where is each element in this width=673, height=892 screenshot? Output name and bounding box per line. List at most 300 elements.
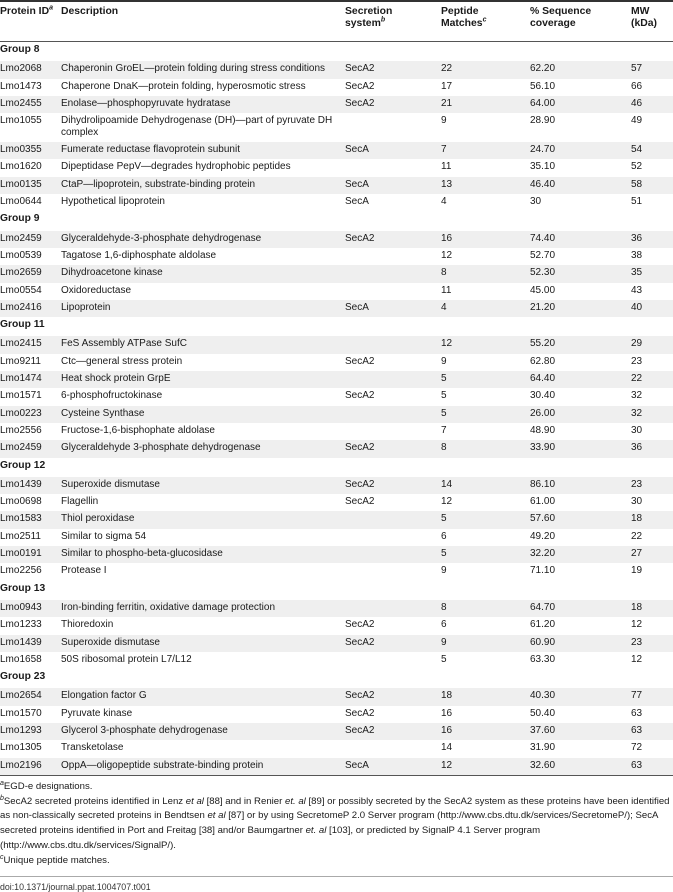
header-sup: c [482, 16, 487, 24]
table-row [0, 231, 673, 248]
table-row [0, 494, 673, 511]
secretion-cell: SecA [345, 177, 441, 194]
mw-cell: 30 [631, 424, 643, 436]
group-label: Group 8 [0, 44, 40, 55]
mw-cell: 40 [631, 300, 673, 317]
description-cell: Fumerate reductase flavoprotein subunit [61, 142, 345, 159]
description-cell: Glycerol 3-phosphate dehydrogenase [61, 723, 345, 740]
peptide-cell: 7 [441, 424, 447, 436]
coverage-cell: 48.90 [530, 424, 556, 436]
header-coverage-line2: coverage [530, 18, 576, 29]
coverage-cell: 30.40 [530, 390, 556, 402]
header-sup: a [49, 4, 53, 12]
coverage-cell: 46.40 [530, 177, 631, 194]
protein-id-cell: Lmo9211 [0, 355, 41, 367]
description-cell: Similar to sigma 54 [61, 530, 147, 542]
description-cell: Dipeptidase PepV—degrades hydrophobic peptides [61, 161, 291, 173]
header-row [0, 1, 673, 42]
secretion-cell: SecA2 [345, 723, 441, 740]
coverage-cell: 40.30 [530, 688, 631, 705]
table-row [0, 248, 673, 265]
peptide-cell: 21 [441, 96, 530, 113]
header-peptide-line1: Peptide [441, 6, 479, 17]
protein-id-cell: Lmo0355 [0, 142, 61, 159]
coverage-cell: 62.80 [530, 355, 556, 367]
footnote-text-segment: [103], or predicted by SignalP 4.1 Server program ( [0, 825, 541, 852]
peptide-cell: 4 [441, 196, 447, 208]
description-cell: Pyruvate kinase [61, 707, 133, 719]
secretion-cell: SecA2 [345, 440, 441, 457]
table-row [0, 354, 673, 371]
footnote-italic: et. al [285, 795, 306, 807]
header-secretion [345, 1, 441, 42]
description-cell: OppA—oligopeptide substrate-binding protein [61, 758, 345, 775]
coverage-cell: 21.20 [530, 300, 631, 317]
peptide-cell: 7 [441, 142, 530, 159]
peptide-cell: 5 [441, 390, 447, 402]
table-row [0, 440, 673, 457]
coverage-cell: 86.10 [530, 477, 631, 494]
secretion-cell: SecA2 [345, 231, 441, 248]
peptide-cell: 12 [441, 249, 453, 261]
coverage-cell: 71.10 [530, 565, 556, 577]
protein-id-cell: Lmo0644 [0, 196, 42, 208]
secretion-cell: SecA2 [345, 80, 375, 92]
coverage-cell: 57.60 [530, 511, 631, 528]
mw-cell: 23 [631, 635, 673, 652]
mw-cell: 72 [631, 742, 643, 754]
table-row [0, 529, 673, 546]
description-cell: Superoxide dismutase [61, 635, 345, 652]
protein-id-cell: Lmo0135 [0, 177, 61, 194]
protein-id-cell: Lmo1658 [0, 653, 42, 665]
coverage-cell: 35.10 [530, 161, 556, 173]
coverage-cell: 74.40 [530, 231, 631, 248]
protein-id-cell: Lmo2654 [0, 688, 61, 705]
peptide-cell: 16 [441, 231, 530, 248]
description-cell: Chaperonin GroEL—protein folding during stress conditions [61, 61, 345, 78]
footnote-a [0, 780, 673, 795]
table-row [0, 652, 673, 669]
description-cell: FeS Assembly ATPase SufC [61, 336, 345, 353]
description-cell: Dihydrolipoamide Dehydrogenase (DH)—part of pyruvate DH complex [61, 115, 333, 139]
coverage-cell: 64.70 [530, 600, 631, 617]
protein-id-cell: Lmo1439 [0, 635, 61, 652]
table-row [0, 511, 673, 528]
mw-cell: 27 [631, 546, 673, 563]
table-row [0, 617, 673, 634]
protein-id-cell: Lmo1570 [0, 707, 42, 719]
group-row [0, 317, 673, 336]
mw-cell: 32 [631, 406, 673, 423]
secretion-cell: SecA2 [345, 707, 375, 719]
table-row [0, 194, 673, 211]
mw-cell: 32 [631, 390, 643, 402]
secretion-cell [345, 371, 441, 388]
table-row [0, 477, 673, 494]
description-cell: Tagatose 1,6-diphosphate aldolase [61, 249, 217, 261]
header-coverage-line1: % Sequence [530, 6, 592, 17]
table-row [0, 758, 673, 775]
secretion-cell [345, 652, 441, 669]
coverage-cell: 52.30 [530, 265, 631, 282]
table-row [0, 371, 673, 388]
coverage-cell: 62.20 [530, 61, 631, 78]
description-cell: CtaP—lipoprotein, substrate-binding protein [61, 177, 345, 194]
secretion-cell: SecA2 [345, 355, 375, 367]
protein-id-cell: Lmo2459 [0, 440, 61, 457]
description-cell: Flagellin [61, 496, 99, 508]
table-row [0, 300, 673, 317]
group-label: Group 11 [0, 319, 45, 331]
secretion-cell [345, 159, 441, 176]
header-peptide [441, 1, 530, 42]
table-row [0, 688, 673, 705]
table-row [0, 283, 673, 300]
coverage-cell: 61.20 [530, 619, 556, 631]
peptide-cell: 14 [441, 742, 453, 754]
secretion-cell [345, 740, 441, 757]
table-row [0, 142, 673, 159]
group-row [0, 581, 673, 600]
description-cell: Hypothetical lipoprotein [61, 196, 165, 208]
header-mw-line2: (kDa) [631, 18, 657, 29]
mw-cell: 12 [631, 619, 643, 631]
mw-cell: 18 [631, 511, 673, 528]
secretion-cell [345, 265, 441, 282]
peptide-cell: 17 [441, 80, 453, 92]
table-row [0, 546, 673, 563]
mw-cell: 63 [631, 707, 643, 719]
mw-cell: 36 [631, 231, 673, 248]
peptide-cell: 5 [441, 406, 530, 423]
footnote-italic: et al [207, 810, 226, 822]
description-cell: Ctc—general stress protein [61, 355, 183, 367]
group-label: Group 9 [0, 213, 40, 225]
coverage-cell: 33.90 [530, 440, 631, 457]
protein-id-cell: Lmo2459 [0, 231, 61, 248]
secretion-cell: SecA2 [345, 61, 441, 78]
mw-cell: 22 [631, 371, 673, 388]
description-cell: Oxidoreductase [61, 284, 132, 296]
peptide-cell: 5 [441, 653, 447, 665]
secretion-cell: SecA2 [345, 496, 375, 508]
protein-id-cell: Lmo0943 [0, 600, 61, 617]
footnote-a-text: EGD-e designations. [3, 780, 93, 792]
mw-cell: 30 [631, 496, 643, 508]
group-label: Group 13 [0, 582, 46, 594]
secretion-cell: SecA2 [345, 688, 441, 705]
table-row [0, 265, 673, 282]
footnote-sup: b [0, 794, 4, 802]
protein-id-cell: Lmo2196 [0, 758, 61, 775]
mw-cell: 23 [631, 355, 643, 367]
coverage-cell: 55.20 [530, 336, 631, 353]
description-cell: Heat shock protein GrpE [61, 371, 345, 388]
header-mw-line1: MW [631, 6, 650, 17]
table-row [0, 96, 673, 113]
header-peptide-line2: Matches [441, 18, 483, 29]
table-row [0, 740, 673, 757]
secretion-cell [345, 600, 441, 617]
description-cell: Thioredoxin [61, 619, 114, 631]
peptide-cell: 12 [441, 758, 530, 775]
description-cell: 6-phosphofructokinase [61, 390, 163, 402]
coverage-cell: 30 [530, 196, 542, 208]
footnotes [0, 776, 673, 869]
secretion-cell [345, 248, 441, 265]
mw-cell: 52 [631, 161, 643, 173]
secretion-cell [345, 511, 441, 528]
mw-cell: 54 [631, 142, 673, 159]
secretion-cell: SecA2 [345, 390, 375, 402]
coverage-cell: 60.90 [530, 635, 631, 652]
protein-id-cell: Lmo1439 [0, 477, 61, 494]
mw-cell: 46 [631, 96, 673, 113]
group-row [0, 458, 673, 477]
footnote-text-segment: [89] or possibly secreted by the SecA2 system as these proteins have been identified as non-classically secreted proteins in Bendtsen [0, 795, 670, 822]
coverage-cell: 56.10 [530, 80, 556, 92]
coverage-cell: 64.40 [530, 371, 631, 388]
peptide-cell: 16 [441, 723, 530, 740]
peptide-cell: 5 [441, 511, 530, 528]
protein-id-cell: Lmo0554 [0, 284, 42, 296]
protein-id-cell: Lmo1571 [0, 390, 42, 402]
peptide-cell: 5 [441, 371, 530, 388]
peptide-cell: 6 [441, 530, 447, 542]
group-row [0, 42, 673, 62]
mw-cell: 19 [631, 565, 643, 577]
header-coverage [530, 1, 631, 42]
protein-id-cell: Lmo2556 [0, 424, 42, 436]
secretion-cell [345, 423, 441, 440]
table-row [0, 600, 673, 617]
description-cell: Fructose-1,6-bisphophate aldolase [61, 424, 215, 436]
protein-id-cell: Lmo0539 [0, 249, 42, 261]
footnote-sup: a [0, 779, 4, 787]
mw-cell: 51 [631, 196, 643, 208]
table-row [0, 388, 673, 405]
footnote-text-segment: ); SecA secreted proteins identified in Port and Freitag [38] and/or Baumgartner [0, 810, 658, 837]
mw-cell: 18 [631, 600, 673, 617]
footnote-b [0, 795, 673, 854]
secretion-cell: SecA2 [345, 477, 441, 494]
description-cell: Glyceraldehyde-3-phosphate dehydrogenase [61, 231, 345, 248]
coverage-cell: 32.20 [530, 546, 631, 563]
protein-id-cell: Lmo1233 [0, 619, 42, 631]
description-cell: Dihydroacetone kinase [61, 265, 345, 282]
protein-id-cell: Lmo2455 [0, 96, 61, 113]
coverage-cell: 37.60 [530, 723, 631, 740]
description-cell: Glyceraldehyde 3-phosphate dehydrogenase [61, 440, 345, 457]
peptide-cell: 12 [441, 496, 453, 508]
table-row [0, 706, 673, 723]
coverage-cell: 31.90 [530, 742, 556, 754]
description-cell: Protease I [61, 565, 107, 577]
secretion-cell [345, 113, 441, 142]
mw-cell: 35 [631, 265, 673, 282]
description-cell: Thiol peroxidase [61, 511, 345, 528]
peptide-cell: 8 [441, 440, 530, 457]
table-row [0, 159, 673, 176]
coverage-cell: 45.00 [530, 284, 556, 296]
secretion-cell [345, 529, 441, 546]
mw-cell: 23 [631, 477, 673, 494]
mw-cell: 63 [631, 758, 673, 775]
description-cell: Cysteine Synthase [61, 406, 345, 423]
mw-cell: 36 [631, 440, 673, 457]
protein-id-cell: Lmo2068 [0, 61, 61, 78]
secretion-cell: SecA2 [345, 635, 441, 652]
footnote-c-text: Unique peptide matches. [3, 854, 110, 866]
header-description [61, 1, 345, 42]
description-cell: Elongation factor G [61, 688, 345, 705]
coverage-cell: 52.70 [530, 249, 556, 261]
mw-cell: 29 [631, 336, 673, 353]
footnote-text-segment: [88] and in Renier [203, 795, 285, 807]
protein-id-cell: Lmo1473 [0, 80, 42, 92]
peptide-cell: 8 [441, 265, 530, 282]
peptide-cell: 11 [441, 161, 452, 173]
peptide-cell: 9 [441, 355, 447, 367]
mw-cell: 58 [631, 177, 673, 194]
footnote-sup: c [0, 853, 4, 861]
coverage-cell: 49.20 [530, 530, 556, 542]
header-secretion-line2: system [345, 18, 381, 29]
header-sup: b [380, 16, 386, 24]
protein-id-cell: Lmo0698 [0, 496, 42, 508]
protein-id-cell: Lmo1474 [0, 371, 61, 388]
table-row [0, 563, 673, 580]
peptide-cell: 18 [441, 688, 530, 705]
peptide-cell: 4 [441, 300, 530, 317]
header-description-label: Description [61, 6, 119, 17]
peptide-cell: 8 [441, 600, 530, 617]
mw-cell: 43 [631, 284, 643, 296]
protein-id-cell: Lmo0223 [0, 406, 61, 423]
footnote-text-segment: SecA2 secreted proteins identified in Lenz [3, 795, 186, 807]
mw-cell: 49 [631, 115, 643, 127]
secretion-cell [345, 406, 441, 423]
description-cell: Transketolase [61, 742, 124, 754]
footnote-italic: et al [185, 795, 204, 807]
protein-id-cell: Lmo0191 [0, 546, 61, 563]
secretion-cell [345, 336, 441, 353]
peptide-cell: 13 [441, 177, 530, 194]
secretion-cell [345, 563, 441, 580]
footnote-text-segment: [87] or by using SecretomeP 2.0 Server program ( [225, 810, 441, 822]
peptide-cell: 6 [441, 619, 447, 631]
secretion-cell [345, 283, 441, 300]
coverage-cell: 61.00 [530, 496, 556, 508]
secretion-cell: SecA [345, 300, 441, 317]
secretion-cell: SecA [345, 142, 441, 159]
table-row [0, 423, 673, 440]
peptide-cell: 12 [441, 336, 530, 353]
peptide-cell: 22 [441, 61, 530, 78]
footnote-italic: et. al [305, 825, 327, 837]
table-row [0, 336, 673, 353]
group-label: Group 12 [0, 459, 46, 471]
peptide-cell: 9 [441, 115, 447, 127]
description-cell: Iron-binding ferritin, oxidative damage protection [61, 600, 345, 617]
secretion-cell [345, 546, 441, 563]
mw-cell: 38 [631, 249, 643, 261]
coverage-cell: 28.90 [530, 115, 556, 127]
table-body [0, 42, 673, 775]
doi-line: doi:10.1371/journal.ppat.1004707.t001 [0, 876, 673, 892]
coverage-cell: 50.40 [530, 707, 556, 719]
group-row [0, 211, 673, 230]
secretion-cell: SecA [345, 196, 369, 208]
protein-id-cell: Lmo1583 [0, 511, 61, 528]
protein-id-cell: Lmo1055 [0, 115, 42, 127]
protein-id-cell: Lmo2659 [0, 265, 61, 282]
table-row [0, 61, 673, 78]
peptide-cell: 5 [441, 546, 530, 563]
header-protein-id-label: Protein ID [0, 6, 50, 17]
description-cell: Similar to phospho-beta-glucosidase [61, 546, 345, 563]
protein-id-cell: Lmo1305 [0, 742, 42, 754]
coverage-cell: 32.60 [530, 758, 631, 775]
protein-id-cell: Lmo2256 [0, 565, 42, 577]
table-row [0, 635, 673, 652]
peptide-cell: 9 [441, 635, 530, 652]
mw-cell: 66 [631, 80, 643, 92]
coverage-cell: 26.00 [530, 406, 631, 423]
mw-cell: 22 [631, 530, 643, 542]
header-protein-id [0, 1, 61, 42]
mw-cell: 12 [631, 653, 643, 665]
protein-id-cell: Lmo2415 [0, 336, 61, 353]
header-secretion-line1: Secretion [345, 6, 393, 17]
description-cell: 50S ribosomal protein L7/L12 [61, 653, 192, 665]
mw-cell: 57 [631, 61, 673, 78]
peptide-cell: 9 [441, 565, 447, 577]
protein-id-cell: Lmo1620 [0, 161, 42, 173]
footnote-link[interactable]: http://www.cbs.dtu.dk/services/SignalP/ [3, 840, 171, 852]
table-row [0, 113, 673, 142]
secretion-cell: SecA2 [345, 619, 375, 631]
secretion-cell: SecA2 [345, 96, 441, 113]
peptide-cell: 14 [441, 477, 530, 494]
group-row [0, 669, 673, 688]
description-cell: Enolase—phosphopyruvate hydratase [61, 96, 345, 113]
secretion-cell: SecA [345, 758, 441, 775]
table-row [0, 79, 673, 96]
footnote-text-segment: ). [170, 840, 176, 852]
table-row [0, 406, 673, 423]
description-cell: Chaperone DnaK—protein folding, hyperosmotic stress [61, 80, 306, 92]
mw-cell: 77 [631, 688, 673, 705]
coverage-cell: 63.30 [530, 653, 556, 665]
peptide-cell: 11 [441, 284, 452, 296]
description-cell: Lipoprotein [61, 300, 345, 317]
group-label: Group 23 [0, 671, 46, 683]
description-cell: Superoxide dismutase [61, 477, 345, 494]
table-row [0, 723, 673, 740]
coverage-cell: 24.70 [530, 142, 631, 159]
mw-cell: 63 [631, 723, 673, 740]
footnote-c [0, 854, 673, 869]
protein-id-cell: Lmo1293 [0, 723, 61, 740]
table-row [0, 177, 673, 194]
footnote-b-text [0, 796, 670, 851]
header-mw [631, 1, 673, 42]
peptide-cell: 16 [441, 707, 453, 719]
footnote-link[interactable]: http://www.cbs.dtu.dk/services/SecretomeP/ [440, 810, 627, 822]
protein-id-cell: Lmo2416 [0, 300, 61, 317]
